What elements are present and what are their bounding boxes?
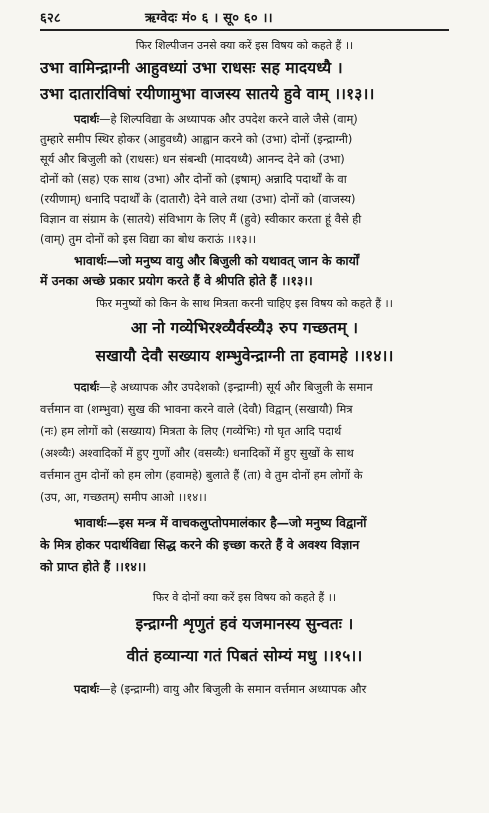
- bhavartha-line: को प्राप्त होते हैं ।।१४।।: [40, 559, 147, 574]
- mantra-line: सखायौ देवौ सख्याय शम्भुवेन्द्राग्नी ता हवामहे ।।१४।।: [95, 347, 394, 365]
- section-intro: फिर शिल्पीजन उनसे क्या करें इस विषय को कहते हैं ।।: [135, 39, 354, 52]
- padartha-line: पदार्थः—हे शिल्पविद्या के अध्यापक और उपदेश करने वाले जैसे (वाम्): [74, 112, 358, 126]
- bhavartha-line: भावार्थः—इस मन्त्र में वाचकलुप्तोपमालंकार है—जो मनुष्य विद्वानों: [74, 515, 367, 530]
- header-rule: [40, 29, 449, 31]
- bhavartha-label: भावार्थः: [74, 253, 107, 268]
- padartha-label: पदार्थः: [74, 682, 100, 696]
- padartha-line: वर्त्तमान वा (शम्भुवा) सुख की भावना करने वाले (देवौ) विद्वान् (सखायौ) मित्र: [40, 402, 353, 416]
- padartha-line: पदार्थः—हे अध्यापक और उपदेशको (इन्द्राग्नी) सूर्य और बिजुली के समान: [74, 380, 373, 394]
- padartha-line: (वाम्) तुम दोनों को इस विद्या का बोध कराऊं ।।१३।।: [40, 232, 257, 246]
- mantra-line: उभा दातारा॑विषां रयीणामुभा वाजस्य सातये हुवे वाम् ।।१३।।: [40, 85, 375, 103]
- padartha-line: वर्त्तमान तुम दोनों को हम लोग (हवामहे) बुलाते हैं (ता) वे तुम दोनों हम लोगों के: [40, 468, 363, 482]
- bhavartha-line: में उनका अच्छे प्रकार प्रयोग करते हैं वे श्रीपति होते हैं ।।१३।।: [40, 273, 313, 288]
- padartha-line: (उप, आ, गच्छतम्) समीप आओ ।।१४।।: [40, 490, 207, 504]
- padartha-label: पदार्थः: [74, 112, 100, 126]
- padartha-line: दोनों को (सह) एक साथ (उभा) और दोनों को (इषाम्) अन्नादि पदार्थों के वा: [40, 172, 347, 186]
- page-header: [40, 6, 449, 28]
- padartha-line: (अश्व्यैः) अश्वादिकों में हुए गुणों और (वसव्यैः) धनादिकों में हुए सुखों के साथ: [40, 446, 354, 460]
- bhavartha-label: भावार्थः: [74, 515, 107, 530]
- mantra-line: वीतं हव्यान्या गतं पिबतं सोम्यं मधु ।।१५।।: [126, 647, 363, 665]
- padartha-label: पदार्थः: [74, 380, 100, 394]
- bhavartha-line: भावार्थः—जो मनुष्य वायु और बिजुली को यथावत् जान के कार्यों: [74, 253, 359, 268]
- section-intro: फिर वे दोनों क्या करें इस विषय को कहते हैं ।।: [152, 591, 337, 604]
- mantra-line: इन्द्राग्नी शृणुतं हवं यजमानस्य सुन्वतः ।: [135, 615, 354, 633]
- padartha-line: सूर्य और बिजुली को (राधसः) धन संबन्धी (मादयध्यै) आनन्द देने को (उभा): [40, 152, 345, 166]
- running-title: ऋग्वेदः मं० ६ । सू० ६० ।।: [145, 11, 273, 26]
- padartha-line: विज्ञान वा संग्राम के (सातये) संविभाग के लिए मैं (हुवे) स्वीकार करता हूं वैसे ही: [40, 212, 362, 226]
- padartha-line: पदार्थः—हे (इन्द्राग्नी) वायु और बिजुली के समान वर्त्तमान अध्यापक और: [74, 682, 367, 696]
- page-number: ६२८: [40, 11, 61, 26]
- padartha-line: (रयीणाम्) धनादि पदार्थों के (दातारौ) देने वाले तथा (उभा) दोनों को (वाजस्य): [40, 192, 356, 206]
- padartha-line: (नः) हम लोगों को (सख्याय) मित्रता के लिए (गव्येभिः) गो घृत आदि पदार्थ: [40, 424, 342, 438]
- mantra-line: उभा वामिन्द्राग्नी आहुवध्यां उभा राधसः सह मादयध्यै ।: [40, 59, 343, 77]
- mantra-line: आ नो गव्येभिरश्व्यैर्वस्व्यै३ रुप गच्छतम् ।: [130, 319, 359, 337]
- bhavartha-line: के मित्र होकर पदार्थविद्या सिद्ध करने की इच्छा करते हैं वे अवश्य विज्ञान: [40, 537, 360, 552]
- padartha-line: तुम्हारे समीप स्थिर होकर (आहुवध्यै) आह्वान करने को (उभा) दोनों (इन्द्राग्नी): [40, 132, 353, 146]
- section-intro: फिर मनुष्यों को किन के साथ मित्रता करनी चाहिए इस विषय को कहते हैं ।।: [96, 297, 393, 310]
